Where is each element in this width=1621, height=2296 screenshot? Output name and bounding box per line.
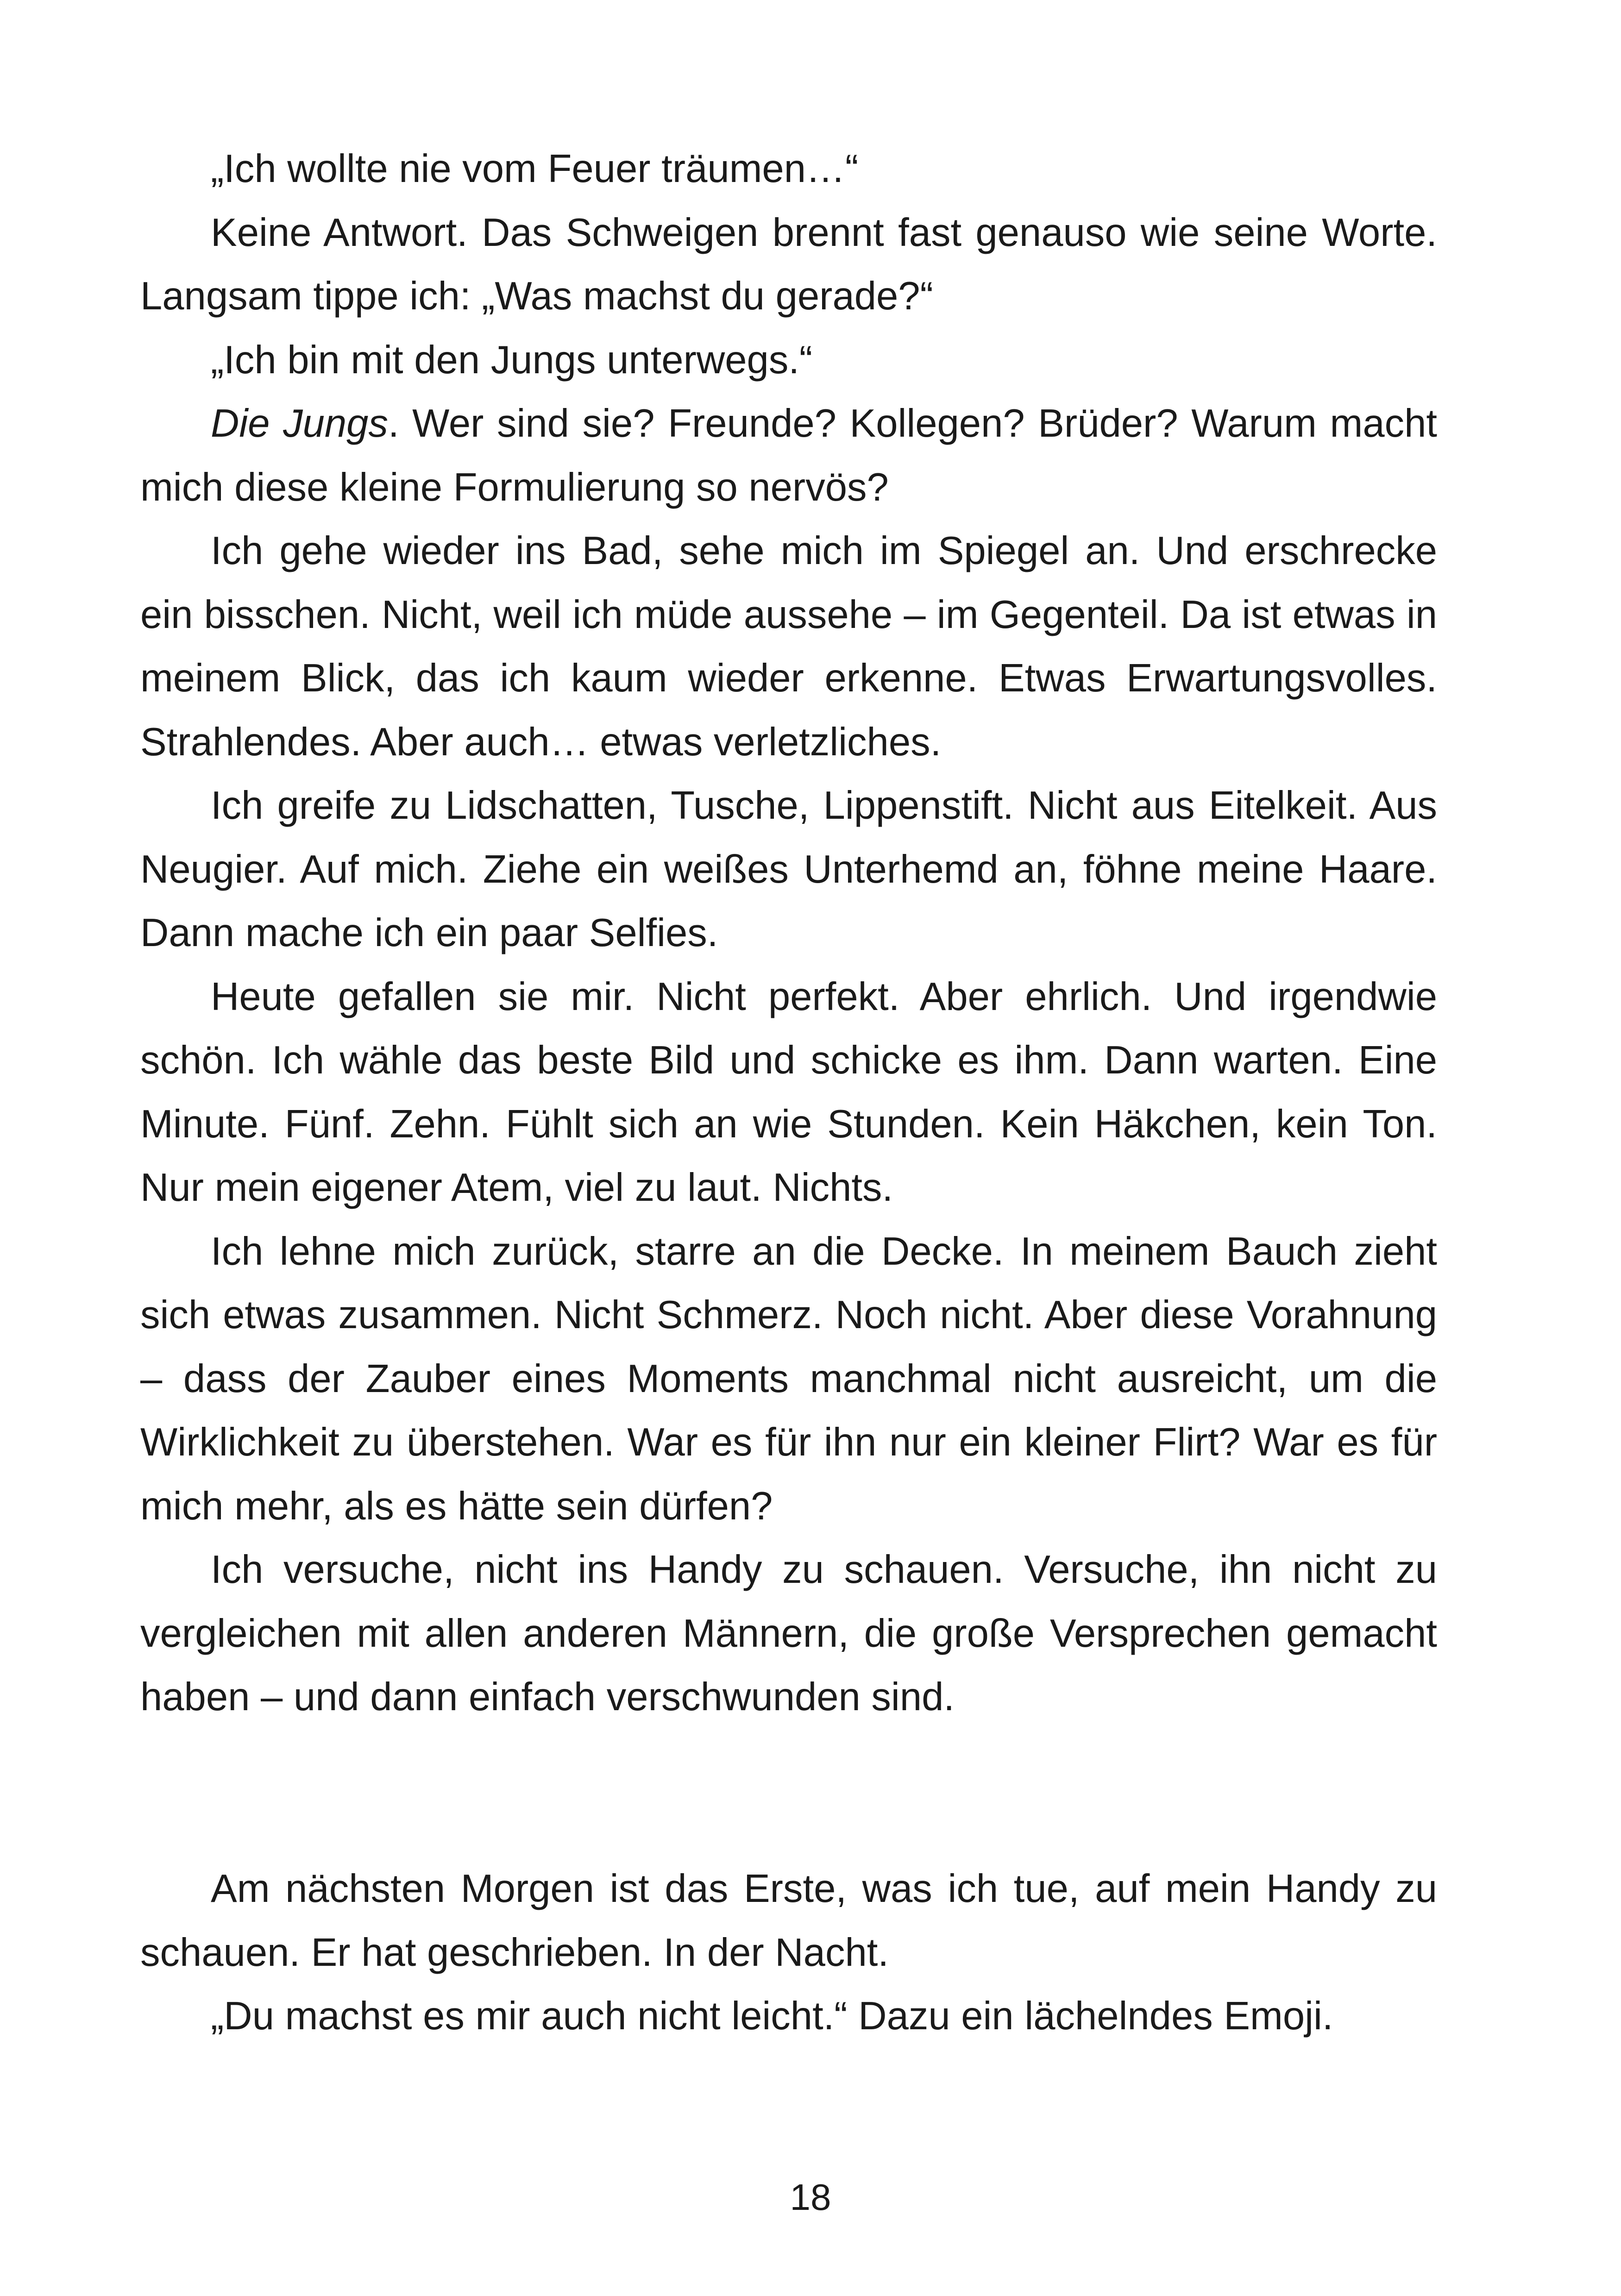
paragraph: Ich gehe wieder ins Bad, sehe mich im Spiegel an. Und erschrecke ein bisschen. Nicht, weil ich müde aussehe – im Gegenteil. Da ist etwas in meinem Blick, das ich kaum wieder erkenne. Etwas Erwartungsvolles. Strahlendes. Aber auch… etwas verletzliches. [140,529,1437,764]
body-text-section-2 [140,1857,1437,2048]
paragraph: Die Jungs. Wer sind sie? Freunde? Kollegen? Brüder? Warum macht mich diese kleine Formulierung so nervös? [140,401,1437,509]
paragraph: Am nächsten Morgen ist das Erste, was ich tue, auf mein Handy zu schauen. Er hat geschrieben. In der Nacht. [140,1867,1437,1975]
paragraph: Heute gefallen sie mir. Nicht perfekt. Aber ehrlich. Und irgendwie schön. Ich wähle das beste Bild und schicke es ihm. Dann warten. Eine Minute. Fünf. Zehn. Fühlt sich an wie Stunden. Kein Häkchen, kein Ton. Nur mein eigener Atem, viel zu laut. Nichts. [140,974,1437,1210]
paragraph: Ich greife zu Lidschatten, Tusche, Lippenstift. Nicht aus Eitelkeit. Aus Neugier. Auf mich. Ziehe ein weißes Unterhemd an, föhne meine Haare. Dann mache ich ein paar Selfies. [140,784,1437,955]
paragraph: Ich lehne mich zurück, starre an die Decke. In meinem Bauch zieht sich etwas zusammen. Nicht Schmerz. Noch nicht. Aber diese Vorahnung – dass der Zauber eines Moments manchmal nicht ausreicht, um die Wirklichkeit zu überstehen. War es für ihn nur ein kleiner Flirt? War es für mich mehr, als es hätte sein dürfen? [140,1229,1437,1528]
italic-phrase: Die Jungs [211,401,388,445]
paragraph: Keine Antwort. Das Schweigen brennt fast genauso wie seine Worte. Langsam tippe ich: „Was machst du gerade?“ [140,210,1437,318]
body-text-section-1 [140,137,1437,1729]
paragraph: „Ich wollte nie vom Feuer träumen…“ [211,147,859,191]
paragraph: Ich versuche, nicht ins Handy zu schauen. Versuche, ihn nicht zu vergleichen mit allen anderen Männern, die große Versprechen gemacht haben – und dann einfach verschwunden sind. [140,1548,1437,1719]
paragraph: „Du machst es mir auch nicht leicht.“ Dazu ein lächelndes Emoji. [211,1994,1333,2038]
page-number: 18 [790,2177,831,2218]
paragraph: „Ich bin mit den Jungs unterwegs.“ [211,338,813,382]
